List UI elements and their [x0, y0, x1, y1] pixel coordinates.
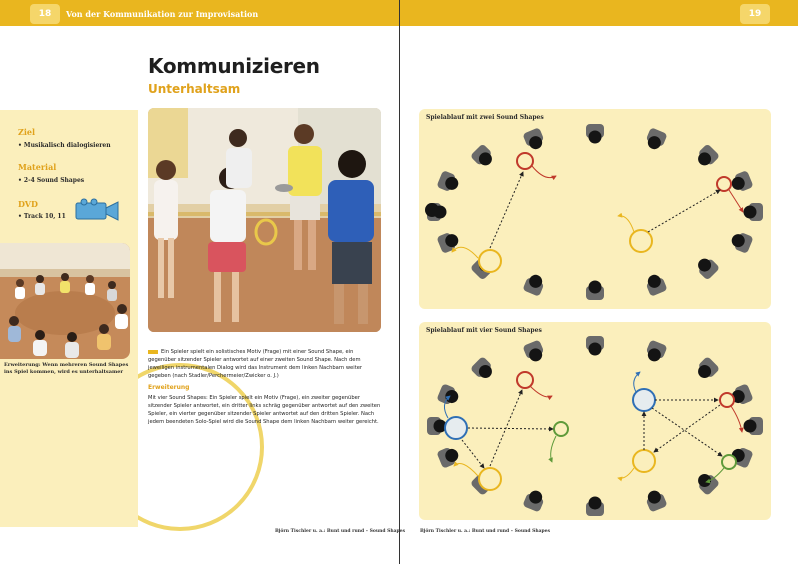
seated-player-icon: [470, 143, 497, 170]
side-photo-caption: Erweiterung: Wenn mehreren Sound Shapes ins Spiel kommen, wird es unterhaltsamer: [4, 362, 129, 375]
panel-title-four-shapes: Spielablauf mit vier Sound Shapes: [426, 327, 542, 334]
page-subtitle: Unterhaltsam: [148, 82, 241, 96]
sound-shape-blue: [445, 417, 467, 439]
seated-player-icon: [436, 383, 461, 407]
seated-player-icon: [436, 170, 461, 194]
seated-player-icon: [744, 417, 764, 435]
arrow-dialog-2: [648, 190, 720, 232]
sound-shape-red-2: [717, 177, 731, 191]
seated-player-icon: [522, 127, 546, 152]
sidebar-dvd-heading: DVD: [18, 199, 38, 209]
seated-player-icon: [729, 170, 754, 194]
arrow-pass-yellow-2: [618, 216, 634, 232]
seated-player-icon: [586, 124, 604, 144]
seated-player-icon: [729, 230, 754, 254]
seated-player-icon: [586, 336, 604, 356]
arrow-pass-yellow-4: [618, 468, 634, 478]
arrow-dialog-7: [652, 408, 722, 456]
seated-player-icon: [436, 445, 461, 469]
erweiterung-paragraph: Mit vier Sound Shapes: Ein Spieler spielt ein Motiv (Frage), ein zweiter gegenüber sitzender Spieler antwortet, ein dritter links schräg gegenüber antwortet auf den zweiten Spieler, ein vierter gegenüber sitzender Spieler antwortet auf den dritten Spieler. Nach jedem beendeten Solo-Spiel wird die Sound Shape dem linken Nachbarn weiter gereicht.: [148, 395, 381, 425]
footer-right: Björn Tischler u. a.: Bunt und rund – Sound Shapes: [420, 529, 551, 534]
sound-shape-yellow-4: [633, 450, 655, 472]
sidebar-ziel-heading: Ziel: [18, 127, 36, 137]
sidebar-dvd-item: • Track 10, 11: [18, 213, 66, 220]
sound-shape-red: [517, 153, 533, 169]
sound-shape-green: [554, 422, 568, 436]
sound-shape-red-4: [720, 393, 734, 407]
diagram-two-shapes: [425, 124, 763, 300]
arrow-pass-blue-2: [634, 372, 640, 392]
sidebar-ziel-item: • Musikalisch dialogisieren: [18, 142, 111, 149]
arrow-pass-red: [532, 166, 556, 178]
seated-player-icon: [644, 488, 668, 513]
arrow-dialog: [490, 172, 523, 248]
page-title: Kommunizieren: [148, 54, 320, 78]
seated-player-icon: [644, 272, 668, 297]
seated-player-icon: [522, 339, 546, 364]
seated-player-icon: [694, 254, 721, 281]
sidebar-material-heading: Material: [18, 162, 57, 172]
page-number-left: 18: [30, 4, 60, 24]
sound-shape-yellow-2: [630, 230, 652, 252]
sound-shape-green-2: [722, 455, 736, 469]
seated-player-icon: [694, 356, 721, 383]
seated-player-icon: [586, 497, 604, 517]
seated-player-icon: [644, 339, 668, 364]
arrow-dialog-4: [468, 428, 553, 429]
sound-shape-blue-2: [633, 389, 655, 411]
seated-player-icon: [694, 143, 721, 170]
sound-shape-red-3: [517, 372, 533, 388]
seated-player-icon: [436, 230, 461, 254]
erweiterung-heading: Erweiterung: [148, 384, 190, 391]
arrow-dialog-5: [462, 440, 484, 468]
seated-player-icon: [644, 127, 668, 152]
page-number-right: 19: [740, 4, 770, 24]
arrow-pass-red-4: [731, 406, 742, 432]
intro-text: Ein Spieler spielt ein solistisches Motiv (Frage) mit einer Sound Shape, ein gegenüber sitzender Spieler antwortet auf einer zweiten Sound Shape. Nach dem jeweiligen instrumentalen Dialog wird das Instrument dem linken Nachbarn weiter gegeben (nach Stadler/Perchermeier/Zwicker o. J.): [148, 349, 363, 379]
seated-player-icon: [522, 272, 546, 297]
sound-shape-yellow-3: [479, 468, 501, 490]
footer-left: Björn Tischler u. a.: Bunt und rund – Sound Shapes: [275, 529, 406, 534]
arrow-dialog-9: [654, 405, 720, 452]
arrow-pass-green: [551, 436, 556, 462]
arrow-pass-yellow-3: [454, 464, 478, 476]
sound-shape-yellow: [479, 250, 501, 272]
seated-player-icon: [694, 470, 721, 497]
arrow-pass-yellow: [452, 247, 478, 258]
arrow-pass-red-2: [729, 190, 743, 212]
running-header-title: Von der Kommunikation zur Improvisation: [66, 9, 259, 19]
seated-player-icon: [744, 203, 764, 221]
sidebar-material-item: • 2-4 Sound Shapes: [18, 177, 85, 184]
diagram-four-shapes: [427, 336, 763, 516]
panel-title-two-shapes: Spielablauf mit zwei Sound Shapes: [426, 114, 544, 121]
seated-player-icon: [586, 281, 604, 301]
arrow-pass-red-3: [530, 386, 552, 397]
seated-player-icon: [522, 488, 546, 513]
seated-player-icon: [470, 356, 497, 383]
seated-player-icon: [427, 417, 447, 435]
